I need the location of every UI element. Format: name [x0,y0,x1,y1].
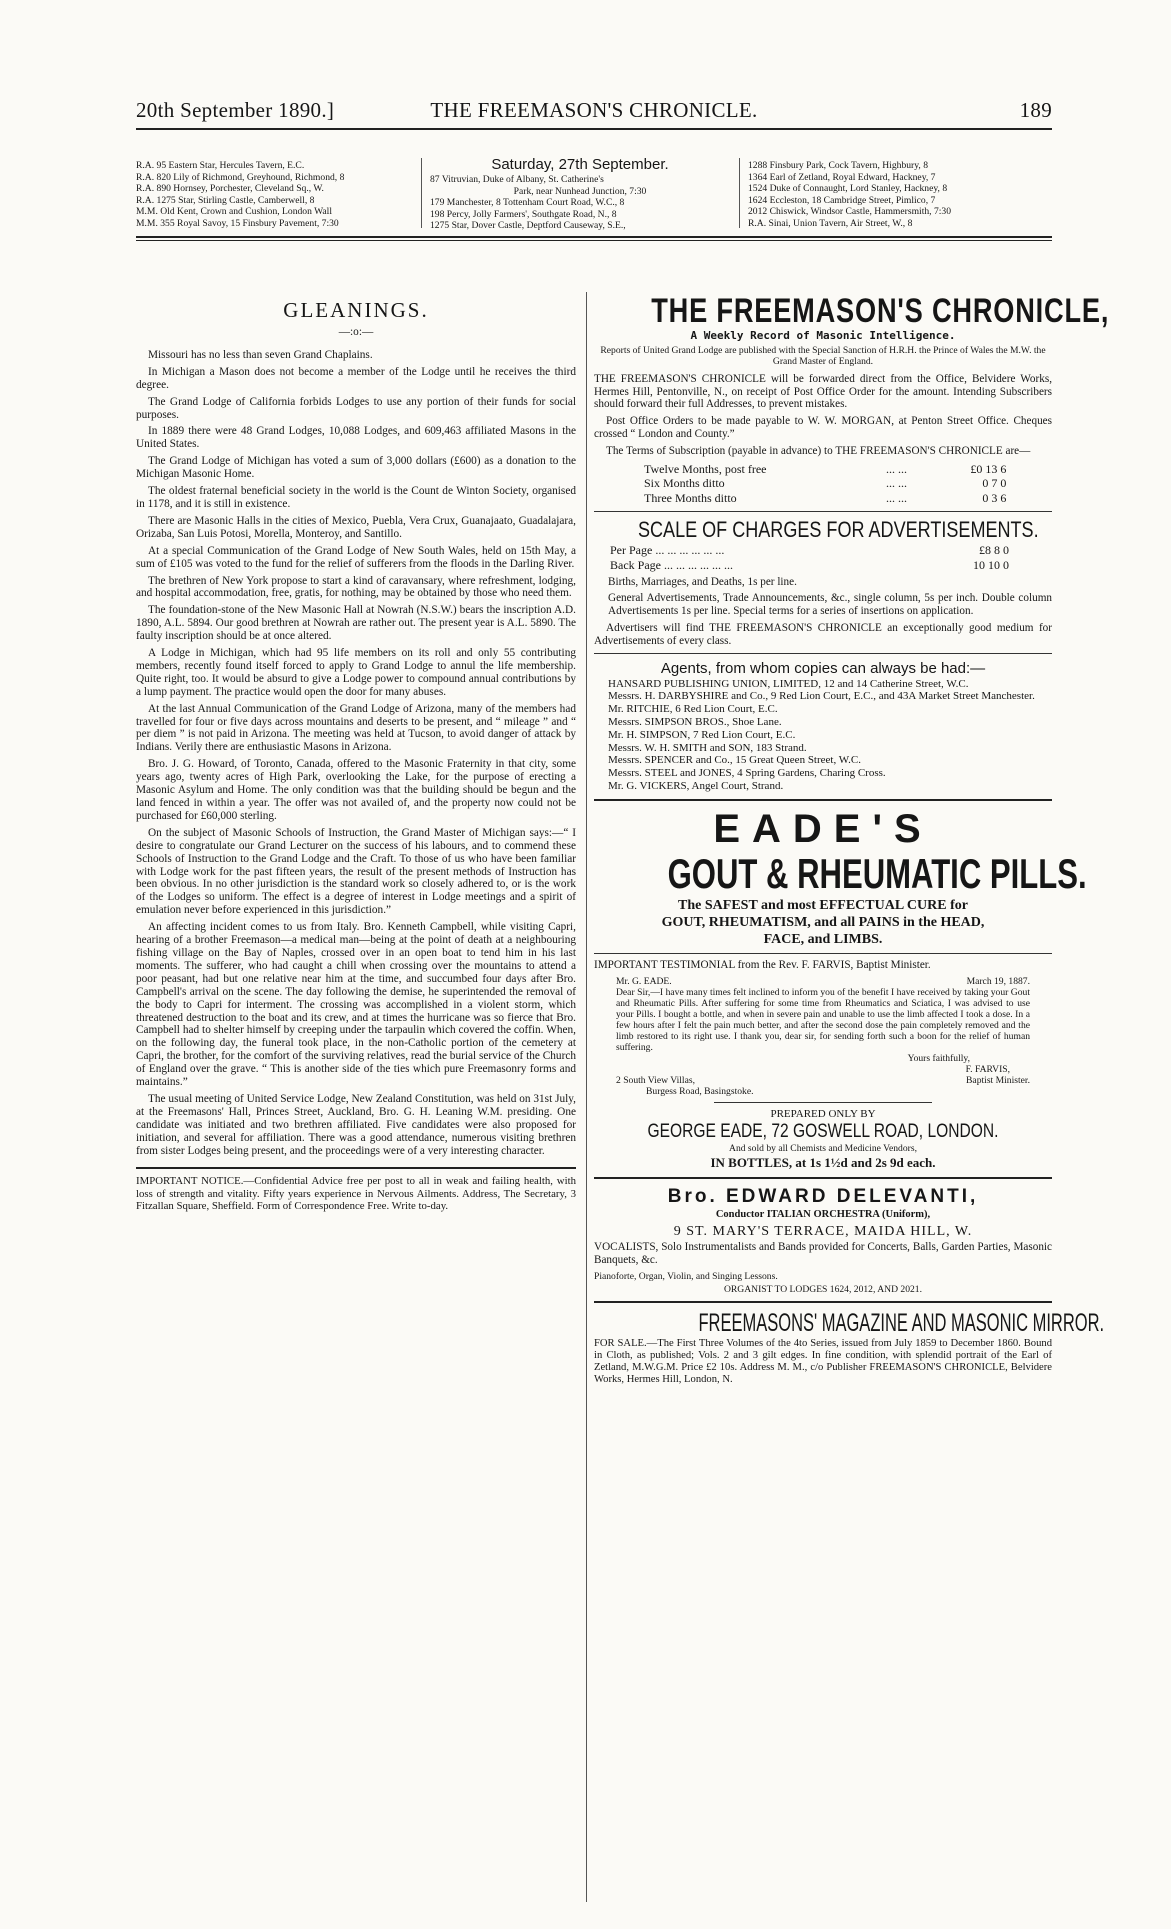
eades-tagline: FACE, and LIMBS. [763,931,883,947]
important-notice: IMPORTANT NOTICE.—Confidential Advice free per post to all in weak and failing health, with loss of strength and vitality. Fifty years experience in Nervous Ailments. Address, The Secretary, 3 Fitzallan Square, Sheffield. Form of Correspondence Free. Write to-day. [136,1175,576,1212]
lodge-entry: 1624 Eccleston, 18 Cambridge Street, Pimlico, 7 [748,194,936,206]
testimonial-heading: IMPORTANT TESTIMONIAL from the Rev. F. FARVIS, Baptist Minister. [594,958,931,971]
magazine-heading [594,1308,1105,1338]
lodge-entry: R.A. 1275 Star, Stirling Castle, Camberwell, 8 [136,194,315,206]
lodge-entry: 1288 Finsbury Park, Cock Tavern, Highbury, 8 [748,160,928,171]
chronicle-intro: THE FREEMASON'S CHRONICLE will be forwarded direct from the Office, Belvidere Works, Hermes Hill, Pentonville, N., on receipt of Post Office Order for the amount. Intending Subscribers should forward their full Addresses, to prevent mistakes. [594,372,1052,411]
subscription-table [642,462,1008,506]
eades-product [594,849,1087,897]
agent-entry: Messrs. STEEL and JONES, 4 Spring Gardens, Charing Cross. [608,767,886,780]
agents-list [608,678,1052,793]
gleaning-paragraph: Bro. J. G. Howard, of Toronto, Canada, offered to the Masonic Fraternity in that city, some years ago, twenty acres of High Park, overlooking the Lake, for the purpose of erecting a Masonic Asylum and Home. The only condition was that the building should be begun and the land fenced in within a year. The offer was not availed of, and the property now could not be purchased for £60,000 sterling. [136,758,576,822]
eades-tagline: GOUT, RHEUMATISM, and all PAINS in the HEAD, [661,914,985,930]
masthead-rule [136,128,1052,130]
section-divider [594,1301,1052,1303]
chronicle-title [594,292,1110,330]
agents-heading: Agents, from whom copies can always be had:— [660,659,986,677]
eades-bottles: IN BOTTLES, at 1s 1½d and 2s 9d each. [710,1155,936,1171]
letter-body: Dear Sir,—I have many times felt inclined to inform you of the benefit I have received by taking your Gout and Rheumatic Pills. After suffering for some time from Rheumatics and Sciatica, I was advised to use your Pills. I bought a bottle, and when in severe pain and unable to use the limb affected I took a dose. In a few hours after I felt the pain much better, and after the second dose the pain completely removed and the limb restored to its right use. I thank you, dear sir, for sending forth such a boon for the relief of human suffering. [616,986,1030,1053]
advert-charges-heading [594,517,1052,543]
letter-role: Baptist Minister. [966,1074,1030,1086]
letter-address: Burgess Road, Basingstoke. [646,1085,754,1097]
section-divider [594,653,1052,654]
lodge-list-left [136,160,414,230]
eades-brand: EADE'S [713,806,933,851]
letter-closing: Yours faithfully, [907,1052,970,1064]
advert-rate-label: Back Page ... ... ... ... ... ... [610,557,733,572]
gleaning-paragraph: The Grand Lodge of Michigan has voted a sum of 3,000 dollars (£600) as a donation to the Michigan Masonic Home. [136,455,576,481]
lodge-entry: R.A. 95 Eastern Star, Hercules Tavern, E.C. [136,160,305,171]
lodge-entry: R.A. 820 Lily of Richmond, Greyhound, Richmond, 8 [136,171,345,183]
delevanti-address: 9 ST. MARY'S TERRACE, MAIDA HILL, W. [673,1224,973,1240]
agent-entry: Mr. H. SIMPSON, 7 Red Lion Court, E.C. [608,728,796,741]
chronicle-title-text: THE FREEMASON'S CHRONICLE, [651,292,1110,330]
chronicle-post-office: Post Office Orders to be made payable to W. W. MORGAN, at Penton Street Office. Cheques crossed “ London and County.” [594,415,1052,440]
letter-date: March 19, 1887. [966,975,1030,987]
gleaning-paragraph: The oldest fraternal beneficial society in the world is the Count de Winton Society, organised in 1178, and it is still in existence. [136,485,576,510]
gleaning-paragraph: The Grand Lodge of California forbids Lodges to use any portion of their funds for social purposes. [136,395,576,421]
gleaning-paragraph: The usual meeting of United Service Lodge, New Zealand Constitution, was held on 31st July, at the Freemasons' Hall, Princes Street, Auckland, Bro. G. H. Leaning W.M. presiding. One candidate was initiated and two brethren affiliated. Five candidates were also proposed for initiation, and several for affiliation. There was a good attendance, numerous visiting brethren from sister Lodges being present, and the proceedings were of a very interesting character. [136,1092,576,1157]
gleanings-column [136,296,576,1216]
advert-rates-table [608,543,1011,573]
gleanings-heading: GLEANINGS. [283,298,429,322]
subscription-dots: ... ... [886,461,907,476]
gleaning-paragraph: An affecting incident comes to us from Italy. Bro. Kenneth Campbell, while visiting Capri, hearing of a brother Freemason—a medical man—being at the point of death at a neighbouring fishing village on the Bay of Naples, crossed over in an open boat to tend him in his last moments. The sufferer, who had caught a chill when crossing over the mountains to attend a poor peasant, had but one relative near him at the time, and succumbed four days after Bro. Campbell's arrival on the scene. The day following the demise, he superintended the removal of the body to Capri for interment. The crossing was accomplished in a violent storm, which threatened destruction to the boat and its crew, and at times the hurricane was so fierce that Bro. Campbell had to shelter himself by creeping under the tarpaulin which covered the coffin. When, on the following day, the funeral took place, in the non-Catholic portion of the cemetery at Capri, the brother, for the comfort of the surviving relatives, read the burial service of the Church of England over the grave. “ This is another side of the ties which pure Freemasonry forms and maintains.” [136,921,576,1089]
gleanings-separator: —:o:— [338,326,374,338]
advert-rate-label: Per Page ... ... ... ... ... ... [610,542,725,557]
gleaning-paragraph: A Lodge in Michigan, which had 95 life members on its roll and only 55 contributing members, recently found itself forced to apply to Grand Lodge to annul the life membership. Quite right, too. It would be absurd to give a Lodge power to compound annual contributions by a lump payment. The practice would open the door for many abuses. [136,647,576,698]
delevanti-lessons: Pianoforte, Organ, Violin, and Singing Lessons. [594,1270,778,1282]
lodge-entry: 1364 Earl of Zetland, Royal Edward, Hackney, 7 [748,171,936,183]
letter-header [616,976,1030,987]
gleaning-paragraph: The foundation-stone of the New Masonic Hall at Nowrah (N.S.W.) bears the inscription A.D. 1890, A.L. 5894. Our good brethren at Nowrah are rather out. The present year is A.L. 5890. The faulty inscription should be at once altered. [136,604,576,643]
subscription-price: 0 7 0 [982,476,1007,491]
gleaning-paragraph: At the last Annual Communication of the Grand Lodge of Arizona, many of the members had travelled for four or five days across mountains and deserts to be present, and “ mileage ” and “ per diem ” is not paid in Arizona. The meeting was held at Tucson, to avoid danger of attack by Indians. Verily there are enthusiastic Masons in Arizona. [136,702,576,754]
lodge-entry: 1275 Star, Dover Castle, Deptford Causeway, S.E., [430,220,626,232]
section-divider [594,1177,1052,1179]
gleaning-paragraph: The brethren of New York propose to start a kind of caravansary, where refreshment, lodging, and hospital accommodation, free, gratis, for nothing, may be obtained by those who need them. [136,574,576,600]
gleaning-paragraph: In Michigan a Mason does not become a member of the Lodge until he receives the third degree. [136,365,576,391]
subscription-label: Six Months ditto [644,476,725,491]
gleaning-paragraph: In 1889 there were 48 Grand Lodges, 10,088 Lodges, and 609,463 affiliated Masons in the United States. [136,425,576,451]
column-divider [739,158,740,228]
subscription-row [642,476,1008,491]
chronicle-sanction: Reports of United Grand Lodge are published with the Special Sanction of H.R.H. the Prince of Wales the M.W. the Grand Master of England. [600,344,1046,367]
lodge-entry: 198 Percy, Jolly Farmers', Southgate Road, N., 8 [430,208,617,220]
letter-salutation: Mr. G. EADE. [616,975,672,987]
delevanti-organist: ORGANIST TO LODGES 1624, 2012, AND 2021. [723,1283,923,1295]
letter-signature: F. FARVIS, [965,1063,1010,1075]
lodge-entry: Park, near Nunhead Junction, 7:30 [513,185,647,197]
eades-product-text: GOUT & RHEUMATIC PILLS. [667,849,1087,897]
eades-tagline: The SAFEST and most EFFECTUAL CURE for [678,897,968,913]
advertisers-note: Advertisers will find THE FREEMASON'S CHRONICLE an exceptionally good medium for Advertisements of every class. [594,621,1052,647]
subscription-price: 0 3 6 [982,491,1007,506]
chronicle-subtitle: A Weekly Record of Masonic Intelligence. [690,329,956,342]
lodge-entry: M.M. 355 Royal Savoy, 15 Finsbury Pavement, 7:30 [136,217,339,229]
delevanti-role: Conductor ITALIAN ORCHESTRA (Uniform), [715,1209,931,1221]
lodge-entry: 2012 Chiswick, Windsor Castle, Hammersmith, 7:30 [748,206,952,218]
gleaning-paragraph: On the subject of Masonic Schools of Instruction, the Grand Master of Michigan says:—“ I desire to congratulate our Grand Lecturer on the success of his labours, and to commend these Schools of Instruction to the Grand Lodge and the Craft. To those of us who have been familiar with Lodge work for the past fifteen years, the result of the present methods of Instruction has been obvious. In no other jurisdiction is the standard work so closely adhered to, or is the work of the Lodges so uniform. The effect is a degree of interest in Lodge meetings and a spirit of emulation never before experienced in this jurisdiction.” [136,826,576,917]
agent-entry: Messrs. SPENCER and Co., 15 Great Queen Street, W.C. [608,754,861,767]
subscription-dots: ... ... [886,491,907,506]
magazine-body: FOR SALE.—The First Three Volumes of the 4to Series, issued from July 1859 to December 1860. Bound in Cloth, as published; Vols. 2 and 3 gilt edges. In fine condition, with splendid portrait of the Earl of Zetland, M.W.G.M. Price £2 10s. Address M. M., c/o Publisher FREEMASON'S CHRONICLE, Belvidere Works, Hermes Hill, London, N. [594,1337,1052,1385]
eades-maker [594,1120,1052,1143]
lodge-entry: M.M. Old Kent, Crown and Cushion, London Wall [136,206,332,218]
newspaper-title: THE FREEMASON'S CHRONICLE. [430,98,758,122]
agent-entry: Messrs. W. H. SMITH and SON, 183 Strand. [608,741,807,754]
section-divider [594,799,1052,801]
chronicle-terms: The Terms of Subscription (payable in advance) to THE FREEMASON'S CHRONICLE are— [606,444,1031,457]
section-rule [136,236,1052,238]
issue-date: 20th September 1890.] [136,98,335,122]
subscription-price: £0 13 6 [970,461,1007,476]
section-divider [594,953,1052,954]
advert-charges-text: SCALE OF CHARGES FOR ADVERTISEMENTS. [637,516,1039,542]
lodge-entry: R.A. 890 Hornsey, Porchester, Cleveland Sq., W. [136,183,324,195]
lodge-list-right [748,160,1052,230]
gleaning-paragraph: At a special Communication of the Grand Lodge of New South Wales, held on 15th May, a sum of £105 was voted to the fund for the relief of sufferers from the floods in the Darling River. [136,544,576,570]
lodge-entry: 1524 Duke of Connaught, Lord Stanley, Hackney, 8 [748,183,948,195]
subscription-row [642,491,1008,506]
saturday-heading: Saturday, 27th September. [491,156,669,173]
eades-maker-text: GEORGE EADE, 72 GOSWELL ROAD, LONDON. [647,1121,999,1143]
advert-rate-row [608,558,1011,573]
testimonial-letter [616,976,1030,1097]
advert-rate-price: 10 10 0 [973,557,1010,572]
agent-entry: HANSARD PUBLISHING UNION, LIMITED, 12 and 14 Catherine Street, W.C. [608,677,969,690]
subscription-row [642,462,1008,477]
agent-entry: Messrs. SIMPSON BROS., Shoe Lane. [608,715,782,728]
gleaning-paragraph: There are Masonic Halls in the cities of Mexico, Puebla, Vera Crux, Guanajaato, Guadalajara, Orizaba, San Luis Potosi, Morella, Monteroy, and Santillo. [136,514,576,540]
page-number: 189 [1019,98,1052,122]
eades-sold: And sold by all Chemists and Medicine Vendors, [729,1143,917,1155]
lodge-entry: 179 Manchester, 8 Tottenham Court Road, W.C., 8 [430,197,625,209]
delevanti-name: Bro. EDWARD DELEVANTI, [667,1186,979,1208]
delevanti-body: VOCALISTS, Solo Instrumentalists and Bands provided for Concerts, Balls, Garden Parties, Masonic Banquets, &c. [594,1241,1052,1266]
advertisement-column [594,292,1110,1390]
column-divider [421,158,422,228]
section-rule [136,240,1052,241]
letter-address: 2 South View Villas, [616,1074,695,1086]
notice-rule [136,1167,576,1169]
magazine-heading-text: FREEMASONS' MAGAZINE AND MASONIC MIRROR. [698,1308,1105,1337]
lodge-entry: 87 Vitruvian, Duke of Albany, St. Catherine's [430,174,604,185]
births-rates: Births, Marriages, and Deaths, 1s per line. [608,575,797,588]
advert-rate-row [608,543,1011,558]
section-divider [594,511,1052,512]
prepared-by: PREPARED ONLY BY [770,1107,876,1120]
general-rates: General Advertisements, Trade Announcements, &c., single column, 5s per inch. Double column Advertisements 1s per line. Special terms for a series of insertions on application. [608,592,1052,618]
agent-entry: Messrs. H. DARBYSHIRE and Co., 9 Red Lion Court, E.C., and 43A Market Street Manchester. [608,690,1035,703]
subscription-label: Three Months ditto [644,491,737,506]
subscription-label: Twelve Months, post free [644,461,767,476]
subscription-dots: ... ... [886,476,907,491]
gleaning-paragraph: Missouri has no less than seven Grand Chaplains. [148,348,373,361]
advert-rate-price: £8 8 0 [979,542,1010,557]
short-rule [714,1102,932,1103]
letter-footer [616,1075,1030,1086]
agent-entry: Mr. RITCHIE, 6 Red Lion Court, E.C. [608,703,778,716]
column-divider [586,292,587,1902]
lodge-list-middle [430,156,730,232]
lodge-entry: R.A. Sinai, Union Tavern, Air Street, W., 8 [748,217,913,229]
agent-entry: Mr. G. VICKERS, Angel Court, Strand. [608,779,784,792]
